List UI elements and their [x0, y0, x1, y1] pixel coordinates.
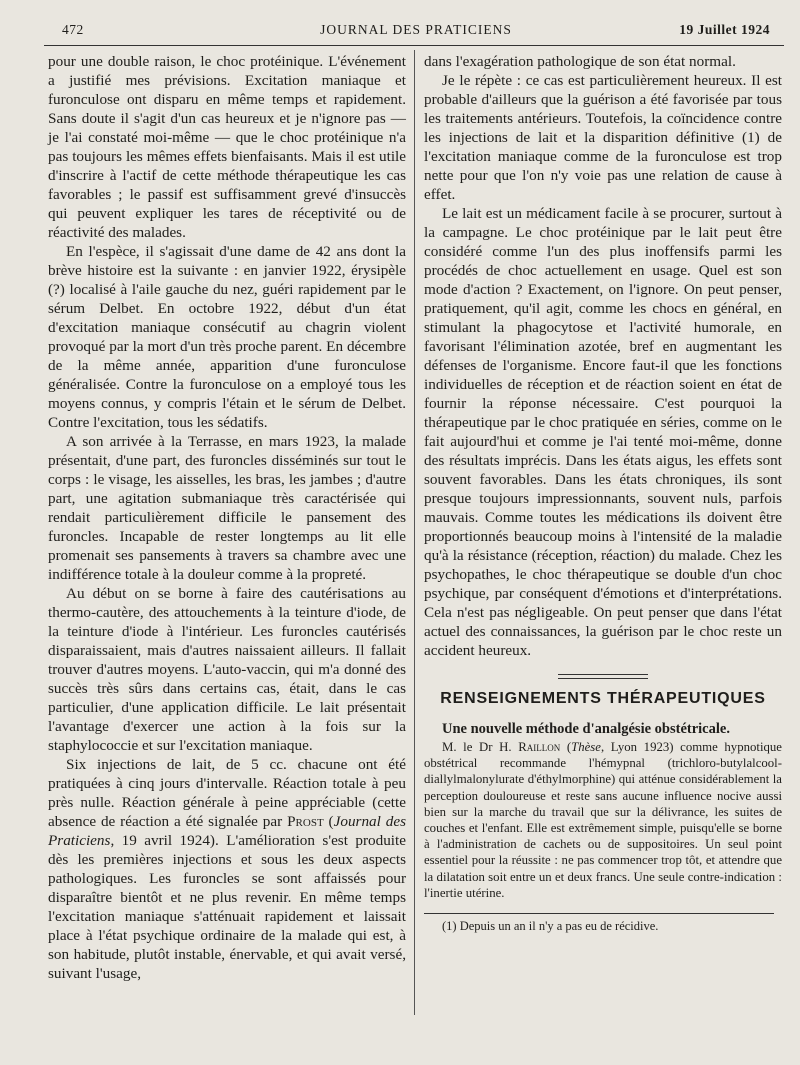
paragraph: Le lait est un médicament facile à se procurer, surtout à la campagne. Le choc protéinique par le lait peut être considéré comme l'un des plus inoffensifs parmi les procédés de choc actuellement en usage. Quel est son mode d'action ? Exactement, on l'ignore. On peut penser, pratiquement, qu'il agit, comme les chocs en général, en stimulant la phagocytose et l'activité humorale, en favorisant l'élimination azotée, bref en augmentant les défenses de l'organisme. Encore faut-il que les fonctions individuelles de réception et de réaction soient en état de fournir la réponse nécessaire. C'est pourquoi la thérapeutique par le choc pratiquée en séries, comme on le fait aujourd'hui et comme je l'ai tenté moi-même, donne des résultats imprécis. Dans les états aigus, les effets sont souvent favorables. Dans les états chroniques, ils sont presque toujours impressionnants, souvent nuls, parfois mauvais. Comme toutes les médications ils doivent être proportionnés beaucoup moins à l'intensité de la maladie qu'à la résistance (réception, réaction) du malade. Chez les psychopathes, le choc thérapeutique se double d'un choc psychique, par conséquent d'émotions et d'interprétations. Cela n'est pas négligeable. On peut penser que dans l'état actuel des connaissances, la guérison par le choc reste un accident heureux.	[424, 205, 782, 659]
text-run: (	[560, 740, 572, 754]
text-run: Six injections de lait, de 5 cc. chacune ont été pratiquées à cinq jours d'intervalle. Réaction totale à peu près nulle. Réaction générale à peine appréciable (cette absence de réaction a été signalée par	[48, 756, 406, 830]
paragraph	[424, 739, 782, 901]
paragraph: Au début on se borne à faire des cautérisations au thermo-cautère, des attouchements à la teinture d'iode, de la teinture d'iode à l'intérieur. Les furoncles cautérisés disparaissaient, mais d'autres naissaient ailleurs. Il fallait trouver d'autres moyens. L'auto-vaccin, qui m'a donné des succès très sûrs dans certains cas, était, dans le cas particulier, d'une application difficile. Le lait présentait l'avantage d'exercer une action à la fois sur la staphylococcie et sur l'excitation maniaque.	[48, 585, 406, 754]
text-run: , Lyon 1923) comme hypnotique obstétrical recommande l'hémypnal (trichloro-butylalcool-diallylmalonylurate d'éthylmorphine) qui atténue considérablement la perception douloureuse et reste sans aucune influence nocive aussi bien sur la marche du travail que sur la délivrance, les suites de couches et l'enfant. Elle est extrêmement simple, puisqu'elle se borne à l'administration de cachets ou de suppositoires. Un seul point essentiel pour la réussite : ne pas commencer trop tôt, et attendre que la dilatation soit entre un et deux francs. Une seule contre-indication : l'inertie utérine.	[424, 740, 782, 900]
page-number: 472	[62, 22, 84, 37]
footnote-rule	[424, 913, 774, 914]
paragraph: Six injections de lait, de 5 cc. chacune ont été pratiquées à cinq jours d'intervalle. Réaction totale à peu près nulle. Réaction générale à peine appréciable (cette absence de réaction a été signalée par Prost (Journal des Praticiens, 19 avril 1924). L'amélioration s'est produite dès les premières injections et sous les deux aspects pathologiques. Les furoncles se sont affaissés pour disparaître bientôt et ne plus revenir. En même temps l'excitation maniaque s'atténuait rapidement et laissait place à l'état psychique ordinaire de la malade qui est, à son habitude, plutôt instable, énervable, et qui avait versé, suivant l'usage,	[48, 756, 406, 982]
footnote: (1) Depuis un an il n'y a pas eu de récidive.	[442, 919, 659, 934]
cited-author: Prost	[287, 813, 324, 830]
header-rule	[44, 45, 784, 46]
cited-these: Thèse	[571, 740, 601, 754]
cited-journal: Journal des Praticiens	[48, 813, 406, 849]
left-column	[48, 52, 406, 983]
issue-date: 19 Juillet 1924	[679, 22, 770, 37]
article-body	[424, 739, 782, 901]
paragraph: Je le répète : ce cas est particulièrement heureux. Il est probable d'ailleurs que la guérison a été favorisée par tous les traitements antérieurs. Toutefois, la coïncidence contre les injections de lait et la disparition définitive (1) de l'excitation maniaque comme de la furonculose est trop nette pour que l'on n'y voie pas une relation de cause à effet.	[424, 72, 782, 203]
column-divider	[414, 50, 415, 1015]
text-run: , 19 avril 1924). L'amélioration s'est produite dès les premières injections et sous les deux aspects pathologiques. Les furoncles se sont affaissés pour disparaître bientôt et ne plus revenir. En même temps l'excitation maniaque s'atténuait rapidement et laissait place à l'état psychique ordinaire de la malade qui est, à son habitude, plutôt instable, énervable, et qui avait versé, suivant l'usage,	[48, 832, 406, 982]
section-title: RENSEIGNEMENTS THÉRAPEUTIQUES	[440, 690, 766, 707]
paragraph: dans l'exagération pathologique de son état normal.	[424, 53, 736, 70]
running-header	[62, 22, 770, 42]
paragraph: pour une double raison, le choc protéinique. L'événement a justifié mes prévisions. Excitation maniaque et furonculose ont disparu en même temps et rapidement. Sans doute il s'agit d'un cas heureux et je n'ignore pas — je l'ai constaté moi-même — que le choc protéinique n'a pas toujours les mêmes effets bienfaisants. Mais il est utile d'inscrire à l'actif de cette méthode thérapeutique les cas favorables ; le passif est suffisamment grevé d'insuccès qui peuvent expliquer les tares de réceptivité ou de réactivité des malades.	[48, 53, 406, 241]
right-column	[424, 52, 782, 934]
paragraph: A son arrivée à la Terrasse, en mars 1923, la malade présentait, d'une part, des furoncles disséminés sur tout le corps : le visage, les aisselles, les bras, les jambes ; d'autre part, une agitation submaniaque très caractérisée qui rendait particulièrement difficile le pansement des furoncles. Incapable de rester longtemps au lit elle promenait ses pansements à travers sa chambre avec une indifférence totale à la douleur comme à la propreté.	[48, 433, 406, 583]
journal-title: JOURNAL DES PRATICIENS	[320, 22, 512, 37]
section-separator	[558, 674, 648, 679]
cited-author: Raillon	[518, 740, 561, 754]
text-run: M. le Dr H.	[442, 740, 519, 754]
article-title: Une nouvelle méthode d'analgésie obstétricale.	[442, 721, 730, 737]
paragraph: En l'espèce, il s'agissait d'une dame de 42 ans dont la brève histoire est la suivante : en janvier 1922, érysipèle (?) localisé à l'aile gauche du nez, guéri rapidement par le sérum Delbet. En octobre 1922, début d'un état d'excitation maniaque consécutif au chagrin violent provoqué par la mort d'un très proche parent. En décembre de la même année, apparition d'une furonculose généralisée. Contre la furonculose on a employé tous les moyens connus, y compris l'étain et le sérum de Delbet. Contre l'excitation, tous les sédatifs.	[48, 243, 406, 431]
